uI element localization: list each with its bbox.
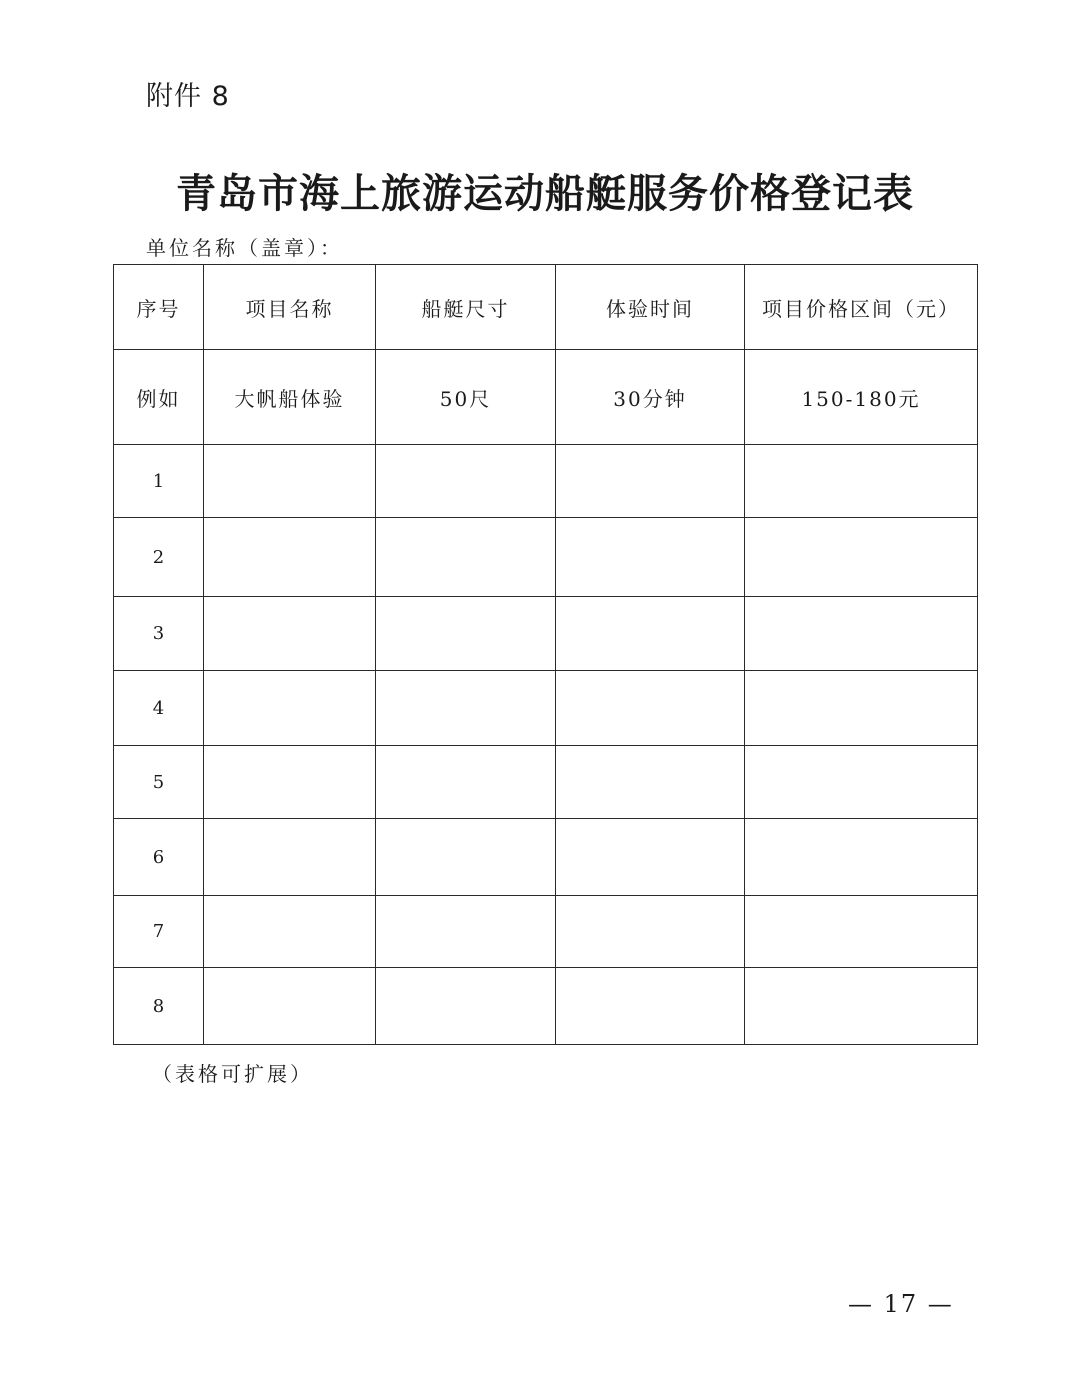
column-header-price-range: 项目价格区间（元） [745,265,978,350]
boat-size-cell[interactable] [376,518,556,597]
boat-size-cell[interactable] [376,671,556,746]
boat-size-cell[interactable] [376,968,556,1045]
example-experience-time: 30分钟 [556,350,745,445]
experience-time-cell[interactable] [556,518,745,597]
project-name-cell[interactable] [204,671,376,746]
price-range-cell[interactable] [745,746,978,819]
project-name-cell[interactable] [204,518,376,597]
row-number: 7 [114,896,204,968]
table-row [114,671,978,746]
column-header-experience-time: 体验时间 [556,265,745,350]
column-header-project-name: 项目名称 [204,265,376,350]
row-number: 6 [114,819,204,896]
price-range-cell[interactable] [745,819,978,896]
table-row [114,518,978,597]
row-number: 4 [114,671,204,746]
row-number: 5 [114,746,204,819]
table-row [114,819,978,896]
price-range-cell[interactable] [745,968,978,1045]
table-row [114,968,978,1045]
unit-name-label: 单位名称（盖章）： [146,236,343,260]
price-range-cell[interactable] [745,896,978,968]
example-project-name: 大帆船体验 [204,350,376,445]
experience-time-cell[interactable] [556,597,745,671]
boat-size-cell[interactable] [376,896,556,968]
price-range-cell[interactable] [745,671,978,746]
table-header-row [114,265,978,350]
table-row [114,597,978,671]
price-range-cell[interactable] [745,445,978,518]
experience-time-cell[interactable] [556,896,745,968]
example-boat-size: 50尺 [376,350,556,445]
experience-time-cell[interactable] [556,819,745,896]
experience-time-cell[interactable] [556,671,745,746]
page-number: — 17 — [848,1290,954,1318]
project-name-cell[interactable] [204,746,376,819]
row-number: 1 [114,445,204,518]
boat-size-cell[interactable] [376,819,556,896]
boat-size-cell[interactable] [376,746,556,819]
form-title: 青岛市海上旅游运动船艇服务价格登记表 [176,171,914,217]
table-row [114,445,978,518]
experience-time-cell[interactable] [556,445,745,518]
example-row [114,350,978,445]
table-expandable-note: （表格可扩展） [152,1062,313,1086]
column-header-serial: 序号 [114,265,204,350]
row-number: 3 [114,597,204,671]
price-registration-table [113,264,978,1045]
price-range-cell[interactable] [745,518,978,597]
project-name-cell[interactable] [204,819,376,896]
project-name-cell[interactable] [204,445,376,518]
column-header-boat-size: 船艇尺寸 [376,265,556,350]
project-name-cell[interactable] [204,968,376,1045]
row-number: 8 [114,968,204,1045]
experience-time-cell[interactable] [556,746,745,819]
price-range-cell[interactable] [745,597,978,671]
row-number: 2 [114,518,204,597]
example-price-range: 150-180元 [745,350,978,445]
table-row [114,746,978,819]
attachment-label: 附件 8 [146,81,230,112]
boat-size-cell[interactable] [376,597,556,671]
table-row [114,896,978,968]
project-name-cell[interactable] [204,597,376,671]
experience-time-cell[interactable] [556,968,745,1045]
example-serial: 例如 [114,350,204,445]
boat-size-cell[interactable] [376,445,556,518]
project-name-cell[interactable] [204,896,376,968]
